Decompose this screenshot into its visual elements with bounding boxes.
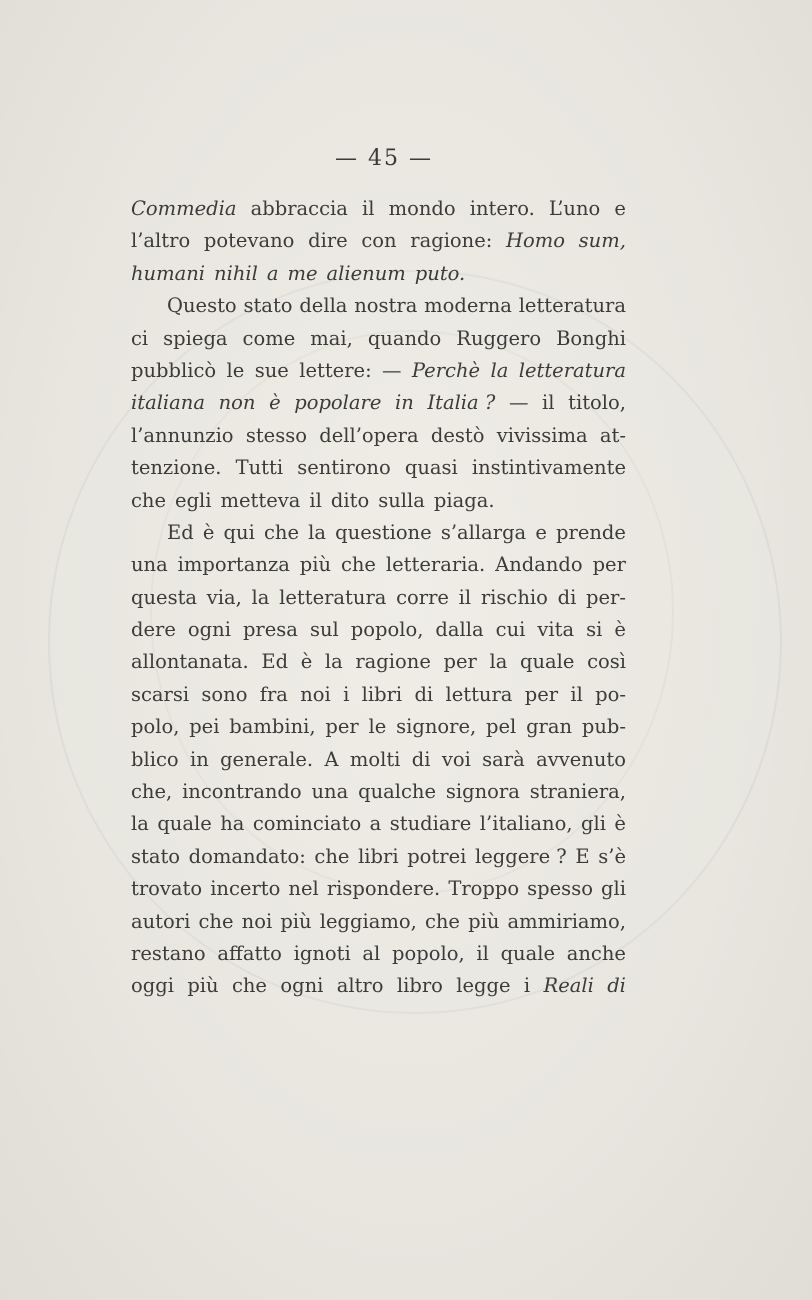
word: e [535,520,547,544]
text-line [131,549,626,581]
word: intero. [469,197,535,220]
word: anche [566,941,626,965]
text-line [131,225,626,257]
word: che [263,520,299,544]
word: signora [445,780,520,804]
word: per [524,682,559,706]
word: noi [300,682,331,706]
word: libro [396,974,443,998]
word: a [266,261,279,285]
word: che [424,909,460,933]
word: Troppo [448,877,520,901]
word: qualche [358,780,437,804]
word: A [324,747,339,771]
word: di [557,585,577,609]
word: potrei [407,844,467,868]
word: sentirono [297,456,391,480]
word: nostra [354,294,418,318]
word: dire [308,229,348,253]
text-line [131,808,626,840]
word: di [411,747,431,771]
word: Bonghi [556,326,626,350]
word: dito [330,488,370,512]
word: destò [430,423,485,447]
word: Italia ? [427,391,496,415]
word: letteratura [279,585,387,609]
word: che [198,909,234,933]
text-line [131,355,626,387]
word: cominciato [252,812,362,836]
word: si [586,618,603,642]
text-line [131,485,626,517]
word: ci [131,326,149,350]
word: stesso [245,423,307,447]
text-line [131,906,626,938]
word: — [382,358,402,382]
text-line [131,679,626,711]
word: sulla [378,488,425,512]
word: è [614,618,626,642]
word: la [490,358,509,382]
word: dere [131,618,176,642]
word: alienum [326,261,406,285]
word: la [489,650,508,674]
word: voi [441,747,471,771]
word: presa [242,618,298,642]
word: piaga. [433,488,495,512]
body-text [131,193,626,1003]
word: L’uno [548,197,601,220]
word: altro [336,974,384,998]
word: popolare [294,391,382,415]
word: i [523,974,531,998]
word: più [299,553,332,577]
word: che [314,844,350,868]
word: è [269,391,281,415]
word: il [309,488,322,512]
word: quale [500,941,556,965]
word: molti [349,747,401,771]
word: autori [131,909,191,933]
word: spesso [527,877,593,901]
word: più [187,974,219,998]
word: vivissima [496,423,588,447]
word: Questo [167,294,237,318]
word: è [202,520,215,544]
word: popolo, [392,941,465,965]
word: il [476,941,489,965]
word: dalla [435,618,484,642]
word: incontrando [182,780,302,804]
word: leggere ? [474,844,567,868]
word: humani [131,261,206,285]
word: noi [241,909,273,933]
text-line [131,290,626,322]
word: affatto [217,941,282,965]
word: quasi [404,456,458,480]
text-line [131,970,626,1002]
word: E [575,844,590,868]
word: sul [309,618,339,642]
word: libri [358,844,399,868]
text-line [131,193,626,225]
text-line [131,452,626,484]
word: una [131,553,168,577]
word: prende [556,520,626,544]
word: è [300,650,313,674]
word: l’altro [131,229,191,253]
word: bambini, [229,715,316,739]
word: abbraccia [250,197,348,220]
word: potevano [203,229,295,253]
word: che [340,553,376,577]
text-line [131,776,626,808]
word: pei [189,715,220,739]
word: spiega [163,326,228,350]
word: quale [157,812,212,836]
word: sono [201,682,248,706]
word: con [361,229,397,253]
word: per- [586,585,626,609]
word: sue [254,358,289,382]
word: più [280,909,312,933]
word: non [218,391,256,415]
word: ignoti [293,941,351,965]
word: che [131,488,167,512]
text-line [131,582,626,614]
word: Ed [261,650,289,674]
word: in [395,391,414,415]
text-line [131,711,626,743]
word: quale [519,650,575,674]
text-line [131,841,626,873]
word: i [343,682,350,706]
word: s’è [598,844,626,868]
word: s’allarga [440,520,527,544]
word: il [570,682,583,706]
word: Andando [495,553,583,577]
word: puto. [414,261,466,285]
word: at- [599,423,626,447]
word: restano [131,941,206,965]
word: mai, [310,326,353,350]
word: Perchè [411,358,481,382]
word: pel [486,715,517,739]
word: straniera, [529,780,626,804]
word: per [443,650,477,674]
paragraph [131,193,626,290]
word: importanza [177,553,290,577]
word: l’annunzio [131,423,234,447]
word: letteratura [518,358,626,382]
text-line [131,873,626,905]
word: me [287,261,318,285]
word: la [308,520,327,544]
word: sum, [578,229,626,253]
word: per [325,715,359,739]
word: studiare [389,812,472,836]
word: vita [537,618,575,642]
word: libri [361,682,403,706]
word: rischio [480,585,548,609]
word: Ruggero [456,326,542,350]
word: fra [259,682,288,706]
word: come [242,326,296,350]
word: Tutti [235,456,284,480]
word: così [587,650,626,674]
word: gran [526,715,573,739]
word: il [362,197,375,220]
text-line [131,614,626,646]
word: la [131,812,149,836]
word: italiana [131,391,205,415]
word: la [324,650,343,674]
word: sarà [482,747,525,771]
word: ogni [187,618,231,642]
word: al [362,941,381,965]
word: oggi [131,974,174,998]
word: pubblicò [131,358,217,382]
word: è [614,812,626,836]
word: ogni [280,974,324,998]
word: a [369,812,382,836]
word: questione [335,520,432,544]
word: il [458,585,472,609]
text-line [131,517,626,549]
word: lettere: [299,358,372,382]
word: incerto [210,877,281,901]
word: letteraria. [385,553,486,577]
word: ragione [355,650,431,674]
word: le [226,358,245,382]
word: qui [223,520,255,544]
text-line [131,646,626,678]
word: questa [131,585,198,609]
word: tenzione. [131,456,222,480]
word: — [508,391,529,415]
word: per [592,553,626,577]
word: metteva [220,488,301,512]
word: la [251,585,270,609]
word: ammiriamo, [507,909,626,933]
word: in [189,747,209,771]
word: il [542,391,555,415]
word: domandato: [188,844,306,868]
word: cui [495,618,526,642]
text-line [131,323,626,355]
paragraph [131,290,626,517]
word: lettura [445,682,513,706]
word: e [614,197,626,220]
word: generale. [220,747,314,771]
page-number: — 45 — [335,146,433,171]
word: le [368,715,387,739]
word: blico [131,747,179,771]
text-line [131,420,626,452]
word: corre [396,585,449,609]
word: egli [175,488,212,512]
word: gli [601,877,626,901]
word: letteratura [518,294,626,318]
word: più [468,909,500,933]
word: Reali [543,974,594,998]
word: moderna [424,294,512,318]
word: quando [367,326,442,350]
word: Ed [167,520,194,544]
word: ragione: [410,229,493,253]
text-line [131,258,626,290]
word: rispondere. [326,877,441,901]
word: popolo, [350,618,424,642]
word: legge [456,974,511,998]
word: della [299,294,348,318]
word: via, [206,585,242,609]
word: Commedia [131,197,237,220]
paragraph [131,517,626,1003]
word: leggiamo, [319,909,417,933]
word: titolo, [568,391,626,415]
word: Homo [506,229,565,253]
word: po- [595,682,626,706]
word: trovato [131,877,203,901]
word: allontanata. [131,650,249,674]
word: che [231,974,267,998]
text-line [131,387,626,419]
word: stato [243,294,293,318]
word: di [414,682,434,706]
word: pub- [581,715,626,739]
word: una [311,780,349,804]
word: mondo [388,197,456,220]
word: ha [220,812,245,836]
text-line [131,744,626,776]
word: di [607,974,626,998]
word: scarsi [131,682,190,706]
word: stato [131,844,181,868]
word: avvenuto [536,747,626,771]
word: polo, [131,715,180,739]
word: instintivamente [471,456,626,480]
text-line [131,938,626,970]
word: nihil [214,261,258,285]
word: gli [580,812,606,836]
word: l’italiano, [479,812,573,836]
word: che, [131,780,173,804]
word: dell’opera [319,423,419,447]
word: signore, [396,715,477,739]
word: nel [288,877,319,901]
